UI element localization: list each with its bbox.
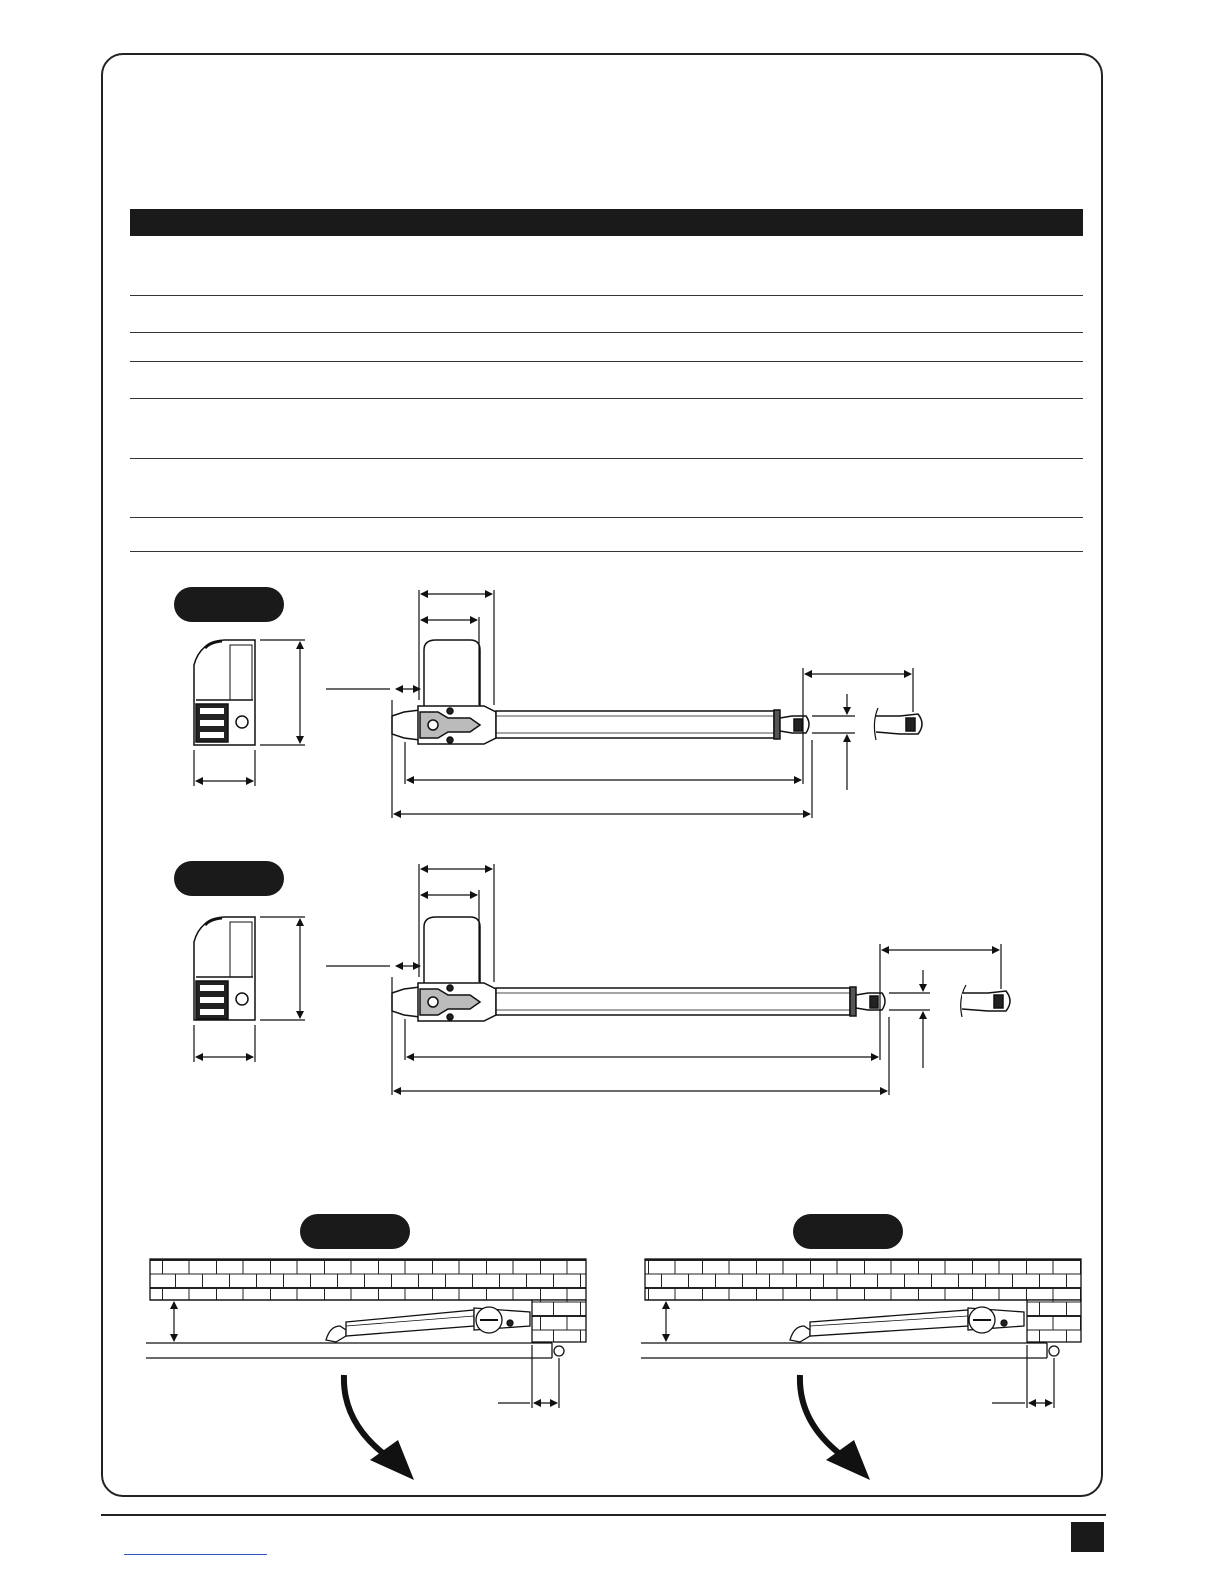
actuator-top-view-2 <box>392 917 1010 1021</box>
swing-arrow-right-icon <box>800 1375 848 1460</box>
actuator-side-view-2 <box>194 917 255 1020</box>
dimension-lines-top-1 <box>326 590 913 818</box>
swing-arrow-left-icon <box>344 1375 392 1460</box>
actuator-side-view-1 <box>194 640 255 745</box>
installation-diagram-left <box>146 1259 586 1358</box>
footer-rule <box>101 1514 1106 1516</box>
footer-link[interactable] <box>124 1554 267 1555</box>
actuator-top-view-1 <box>392 640 922 744</box>
page-number-box <box>1071 1522 1104 1552</box>
installation-diagram-right <box>641 1259 1081 1358</box>
